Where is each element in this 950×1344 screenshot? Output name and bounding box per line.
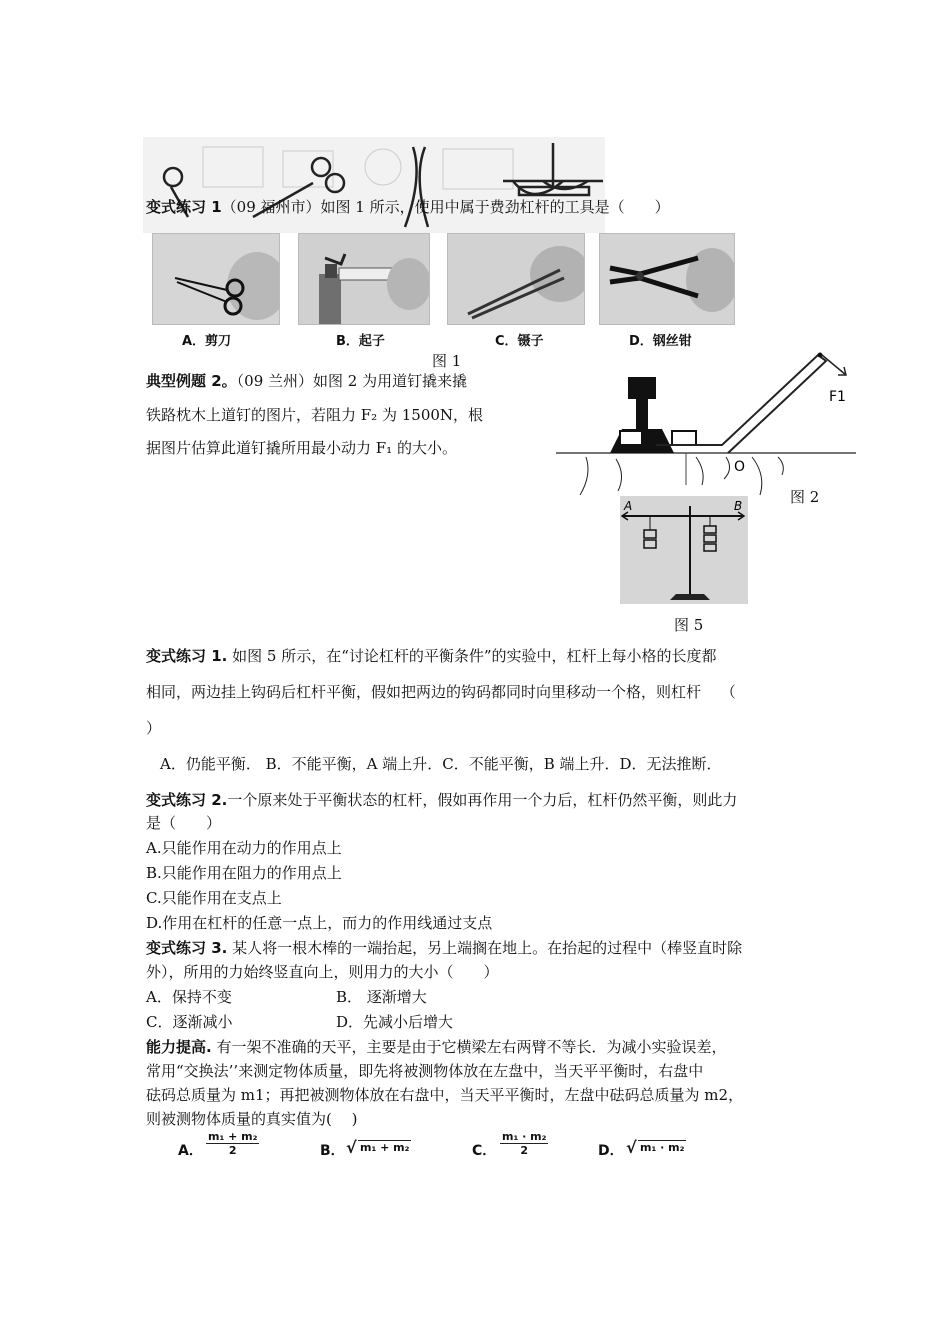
example-2-title: 典型例题 2。 bbox=[146, 372, 237, 390]
variant-1-line-1: 变式练习 1. 如图 5 所示，在“讨论杠杆的平衡条件”的实验中，杠杆上每小格的长度都 bbox=[146, 647, 717, 665]
pliers-icon bbox=[600, 234, 734, 324]
photo-tweezers bbox=[447, 233, 585, 325]
variant-3-option-b: B． 逐渐增大 bbox=[336, 988, 427, 1006]
tweezers-icon bbox=[448, 234, 584, 324]
force-f1-label: F1 bbox=[829, 389, 846, 405]
pivot-o-label: O bbox=[734, 459, 746, 475]
figure-1-label: 图 1 bbox=[432, 352, 462, 370]
answer-a-label: A． bbox=[178, 1143, 203, 1159]
variant-3-line-2: 外），所用的力始终竖直向上，则用力的大小（ ） bbox=[146, 963, 499, 981]
caption-c: C．镊子 bbox=[495, 334, 544, 349]
variant-3-title: 变式练习 3. bbox=[146, 939, 228, 957]
scanned-tools-strip bbox=[143, 137, 605, 233]
answer-a-denominator: 2 bbox=[228, 1144, 237, 1157]
exercise-1-text: （09 福州市）如图 1 所示，使用中属于费劲杠杆的工具是（ ） bbox=[221, 198, 670, 216]
variant-2-option-c: C.只能作用在支点上 bbox=[146, 889, 282, 907]
variant-2-title: 变式练习 2. bbox=[146, 791, 228, 809]
lever-weights-icon bbox=[620, 496, 748, 604]
variant-3-option-a: A．保持不变 bbox=[146, 988, 232, 1006]
answer-a-numerator: m₁ + m₂ bbox=[208, 1130, 258, 1143]
ability-line-4: 则被测物体质量的真实值为( ) bbox=[146, 1110, 358, 1128]
variant-3-option-d: D．先减小后增大 bbox=[336, 1013, 454, 1031]
ability-line-3: 砝码总质量为 m1；再把被测物体放在右盘中，当天平平衡时，左盘中砝码总质量为 m2， bbox=[146, 1086, 744, 1104]
ability-line-1: 能力提高. 有一架不准确的天平，主要是由于它横梁左右两臂不等长．为减小实验误差， bbox=[146, 1038, 727, 1056]
variant-1-title: 变式练习 1. bbox=[146, 647, 228, 665]
photo-pliers bbox=[599, 233, 735, 325]
lever-b-label: B bbox=[734, 499, 743, 513]
answer-c-fraction bbox=[500, 1130, 548, 1157]
ability-title: 能力提高. bbox=[146, 1038, 212, 1056]
bottle-opener-icon bbox=[299, 234, 429, 324]
exercise-1-title: 变式练习 1 bbox=[146, 198, 222, 216]
sqrt-icon-d: √ bbox=[626, 1138, 637, 1157]
variant-2-line-1: 变式练习 2.一个原来处于平衡状态的杠杆，假如再作用一个力后，杠杆仍然平衡，则此力 bbox=[146, 791, 738, 809]
variant-2-option-b: B.只能作用在阻力的作用点上 bbox=[146, 864, 342, 882]
answer-c-label: C． bbox=[472, 1143, 497, 1159]
variant-1-line-2: 相同，两边挂上钩码后杠杆平衡，假如把两边的钩码都同时向里移动一个格，则杠杆 （ bbox=[146, 683, 736, 701]
variant-2-option-a: A.只能作用在动力的作用点上 bbox=[146, 839, 342, 857]
figure-2-diagram bbox=[556, 345, 856, 505]
figure-5-diagram bbox=[620, 496, 748, 604]
answer-c-denominator: 2 bbox=[520, 1144, 529, 1157]
lever-a-label: A bbox=[624, 499, 633, 513]
answer-d-label: D． bbox=[598, 1143, 624, 1159]
example-2-line-1: 典型例题 2。（09 兰州）如图 2 为用道钉撬来撬 bbox=[146, 372, 468, 390]
variant-2-line-2: 是（ ） bbox=[146, 814, 222, 832]
scissors-icon bbox=[153, 234, 279, 324]
variant-2-option-d: D.作用在杠杆的任意一点上，而力的作用线通过支点 bbox=[146, 914, 493, 932]
figure-2-label: 图 2 bbox=[790, 488, 820, 506]
variant-1-line-3: ） bbox=[146, 719, 162, 737]
ability-answers bbox=[178, 1130, 718, 1166]
figure-5-label: 图 5 bbox=[674, 616, 704, 634]
answer-c-numerator: m₁ · m₂ bbox=[502, 1130, 547, 1143]
answer-d-expression: m₁ · m₂ bbox=[640, 1141, 685, 1154]
photo-scissors bbox=[152, 233, 280, 325]
ability-line-2: 常用“交换法’’来测定物体质量，即先将被测物体放在左盘中，当天平平衡时，右盘中 bbox=[146, 1062, 704, 1080]
exercise-1-line bbox=[146, 196, 670, 218]
variant-3-option-c: C．逐渐减小 bbox=[146, 1013, 233, 1031]
caption-b: B．起子 bbox=[336, 334, 385, 349]
variant-3-line-1: 变式练习 3. 某人将一根木棒的一端抬起，另上端搁在地上。在抬起的过程中（棒竖直时除 bbox=[146, 939, 743, 957]
scanned-tools-drawing bbox=[143, 137, 605, 233]
photo-bottle-opener bbox=[298, 233, 430, 325]
answer-b-label: B． bbox=[320, 1143, 345, 1159]
caption-d: D．钢丝钳 bbox=[629, 334, 692, 349]
example-2-line-2: 铁路枕木上道钉的图片，若阻力 F₂ 为 1500N，根 bbox=[146, 406, 484, 424]
example-2-line-3: 据图片估算此道钉撬所用最小动力 F₁ 的大小。 bbox=[146, 439, 457, 457]
answer-a-fraction bbox=[206, 1130, 259, 1157]
answer-b-expression: m₁ + m₂ bbox=[360, 1141, 410, 1154]
sqrt-icon-b: √ bbox=[346, 1138, 357, 1157]
variant-1-options: A．仍能平衡． B．不能平衡，A 端上升．C．不能平衡，B 端上升．D．无法推断． bbox=[160, 755, 722, 773]
caption-a: A．剪刀 bbox=[182, 334, 232, 349]
